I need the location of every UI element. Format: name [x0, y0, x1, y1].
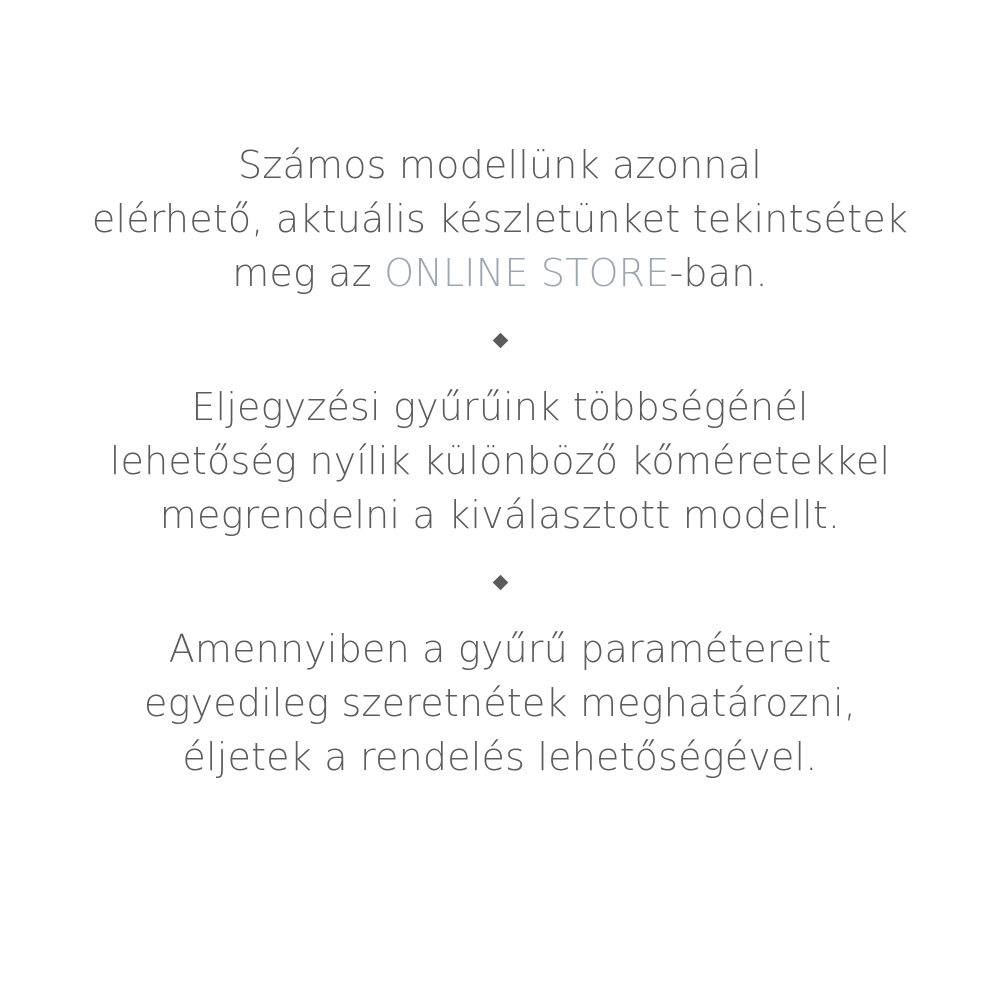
diamond-icon [492, 333, 508, 349]
separator [0, 542, 1000, 622]
paragraph-line: éljetek a rendelés lehetőségével. [182, 735, 818, 779]
paragraph-line [0, 246, 1000, 300]
paragraph-line: Amennyiben a gyűrű paramétereit [168, 627, 832, 671]
info-text-block [0, 138, 1000, 784]
paragraph-availability [0, 138, 1000, 300]
text-segment: -ban. [669, 251, 768, 295]
paragraph-line: egyedileg szeretnétek meghatározni, [143, 681, 857, 725]
separator [0, 300, 1000, 380]
text-segment: meg az [232, 251, 385, 295]
paragraph-line: lehetőség nyílik különböző kőméretekkel [109, 439, 891, 483]
diamond-icon [492, 575, 508, 591]
paragraph-line: Számos modellünk azonnal [238, 143, 762, 187]
paragraph-stone-sizes [0, 380, 1000, 542]
paragraph-line: elérhető, aktuális készletünket tekintsétek [91, 197, 909, 241]
paragraph-custom-order [0, 622, 1000, 784]
online-store-link[interactable]: ONLINE STORE [384, 251, 670, 295]
paragraph-line: megrendelni a kiválasztott modellt. [159, 493, 841, 537]
paragraph-line: Eljegyzési gyűrűink többségénél [191, 385, 809, 429]
